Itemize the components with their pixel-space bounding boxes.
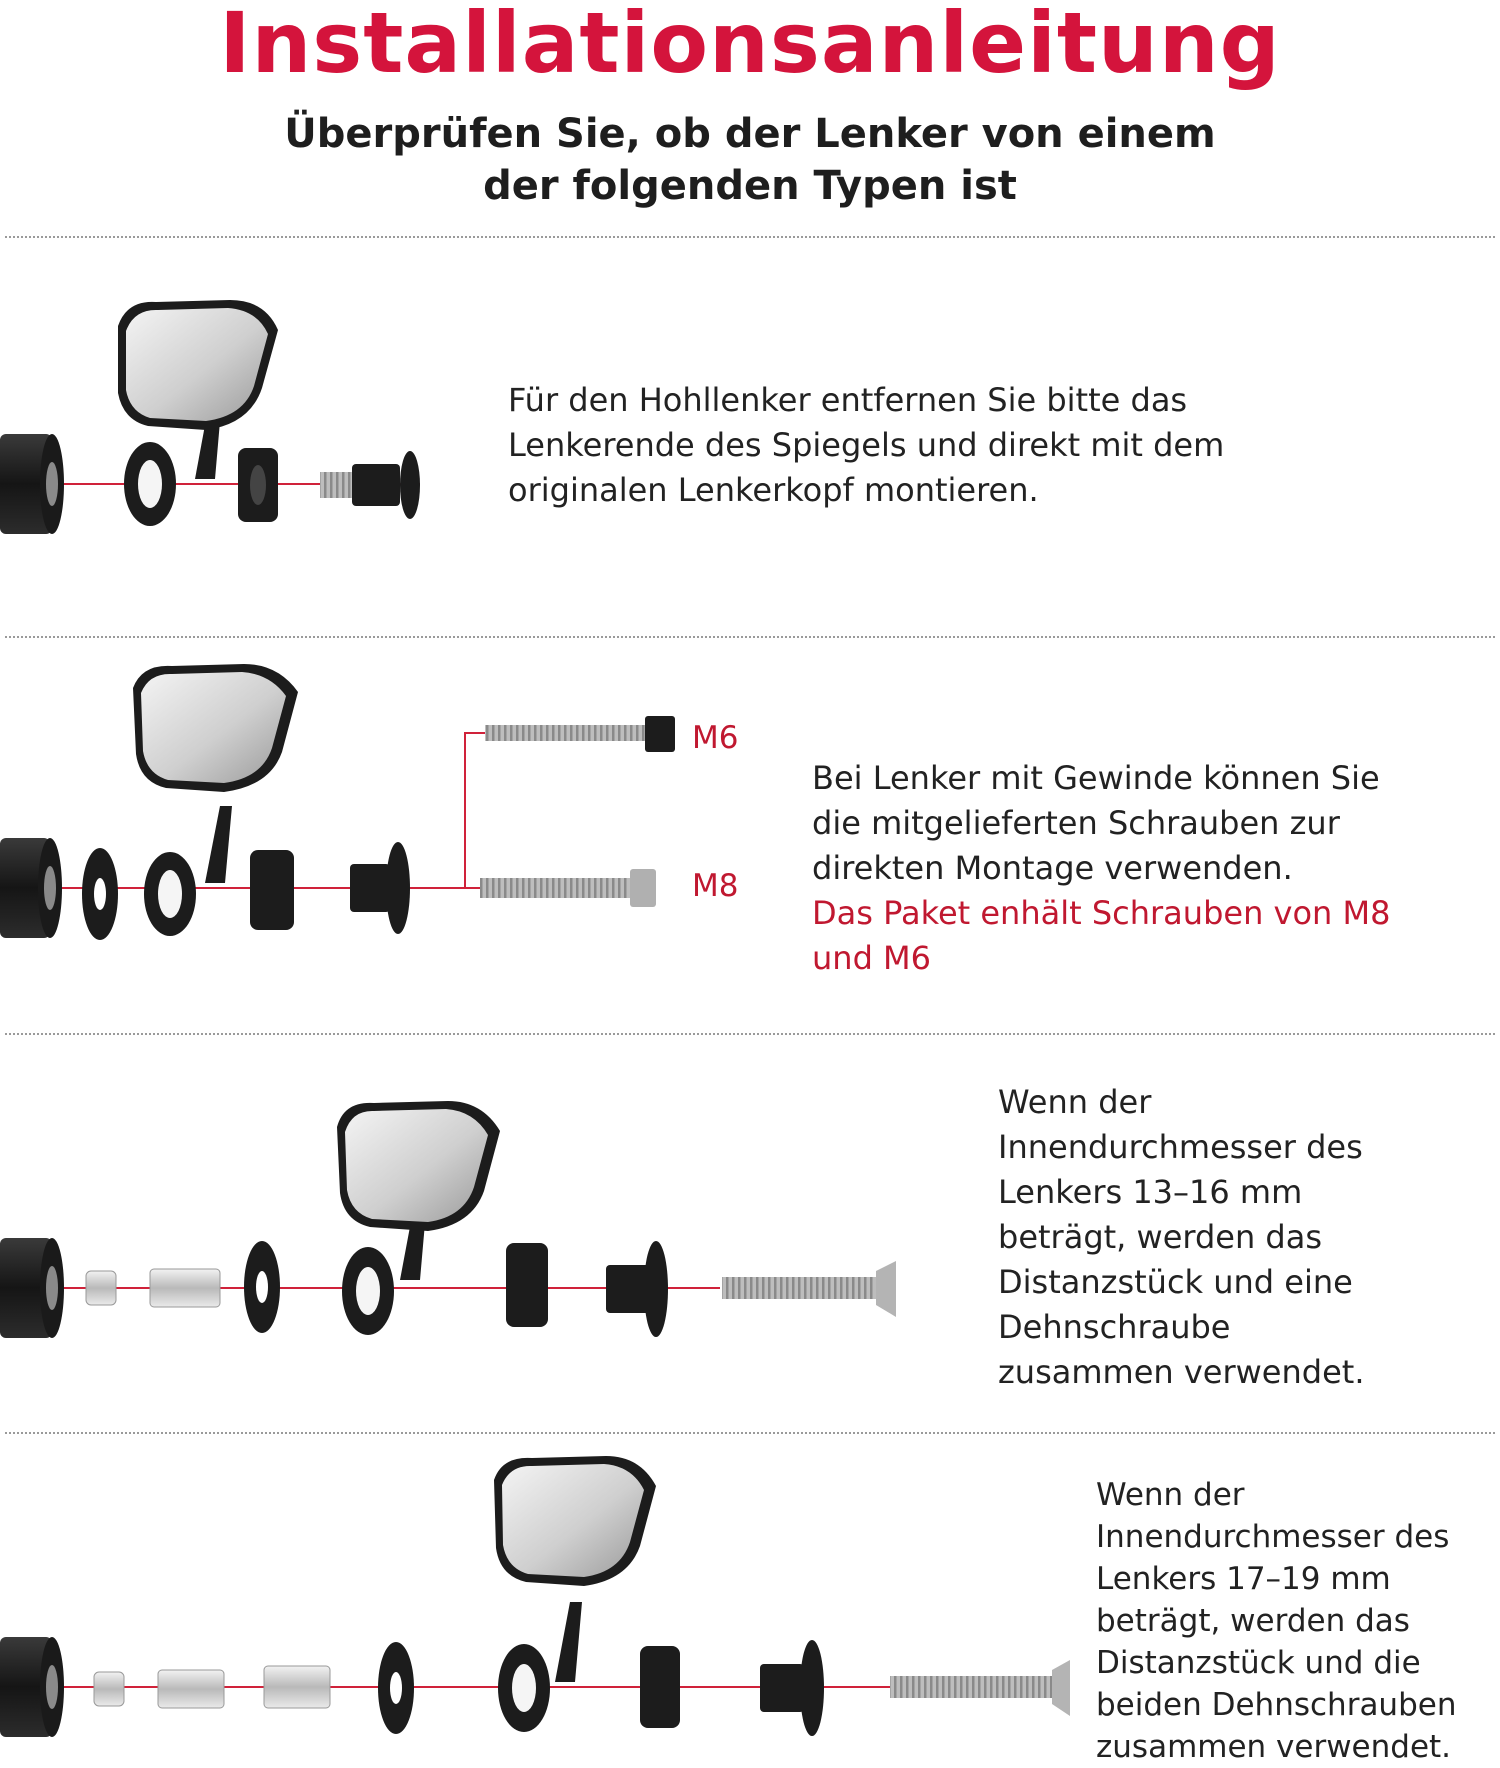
m8-label: M8 <box>692 868 739 904</box>
mirror-icon <box>494 1456 656 1732</box>
bar-end-cap-icon <box>350 842 410 934</box>
text-line: zusammen verwendet. <box>1096 1729 1452 1765</box>
text-line: Innendurchmesser des <box>1096 1519 1450 1555</box>
text-line: zusammen verwendet. <box>998 1353 1365 1391</box>
text-line: Distanzstück und eine <box>998 1263 1353 1301</box>
expansion-screw-icon <box>890 1660 1070 1716</box>
page-subtitle <box>200 108 1300 212</box>
text-line: Distanzstück und die <box>1096 1645 1421 1681</box>
step-description <box>812 756 1390 981</box>
spacer-sleeve-icon <box>264 1666 330 1708</box>
hollow-bar-assembly-diagram <box>0 238 440 558</box>
text-line: originalen Lenkerkopf montieren. <box>508 471 1039 509</box>
step-threaded-bar <box>0 638 1500 1033</box>
subtitle-line: der folgenden Typen ist <box>483 163 1017 209</box>
step-hollow-bar <box>0 238 1500 636</box>
spacer-sleeve-icon <box>150 1269 220 1307</box>
package-note-line: und M6 <box>812 939 932 977</box>
step-description <box>998 1080 1364 1395</box>
handlebar-grip-icon <box>0 434 64 534</box>
spacer-ring-icon <box>640 1646 680 1728</box>
bar-end-cap-icon <box>606 1241 668 1337</box>
expansion-nut-icon <box>86 1271 116 1305</box>
washer-icon <box>82 848 118 940</box>
handlebar-grip-icon <box>0 1637 64 1737</box>
m6-screw-icon <box>485 716 675 752</box>
handlebar-grip-icon <box>0 1238 64 1338</box>
spacer-ring-icon <box>506 1243 548 1327</box>
spacer-sleeve-icon <box>158 1670 224 1708</box>
expansion-nut-icon <box>94 1672 124 1706</box>
text-line: Innendurchmesser des <box>998 1128 1363 1166</box>
m6-label: M6 <box>692 720 739 756</box>
text-line: beträgt, werden das <box>998 1218 1323 1256</box>
inner-17-19-assembly-diagram <box>0 1434 1080 1761</box>
page-title: Installationsanleitung <box>219 0 1281 92</box>
text-line: Für den Hohllenker entfernen Sie bitte das <box>508 381 1188 419</box>
handlebar-grip-icon <box>0 838 62 938</box>
bar-end-cap-icon <box>760 1640 824 1736</box>
mirror-icon <box>337 1101 500 1335</box>
text-line: Wenn der <box>998 1083 1152 1121</box>
washer-icon <box>378 1642 414 1734</box>
bar-end-plug-icon <box>320 451 420 519</box>
inner-13-16-assembly-diagram <box>0 1035 920 1395</box>
text-line: beiden Dehnschrauben <box>1096 1687 1457 1723</box>
text-line: Lenkers 17–19 mm <box>1096 1561 1391 1597</box>
subtitle-line: Überprüfen Sie, ob der Lenker von einem <box>284 111 1216 157</box>
text-line: direkten Montage verwenden. <box>812 849 1293 887</box>
spacer-ring-icon <box>250 850 294 930</box>
text-line: Dehnschraube <box>998 1308 1231 1346</box>
text-line: Wenn der <box>1096 1477 1245 1513</box>
text-line: beträgt, werden das <box>1096 1603 1410 1639</box>
washer-icon <box>244 1241 280 1333</box>
text-line: Bei Lenker mit Gewinde können Sie <box>812 759 1380 797</box>
expansion-screw-icon <box>722 1261 896 1317</box>
m8-screw-icon <box>480 869 656 907</box>
step-description <box>508 378 1224 513</box>
step-description <box>1096 1474 1456 1768</box>
screw-option-bracket <box>465 733 485 888</box>
spacer-ring-icon <box>238 448 278 522</box>
package-note-line: Das Paket enhält Schrauben von M8 <box>812 894 1391 932</box>
text-line: die mitgelieferten Schrauben zur <box>812 804 1340 842</box>
step-inner-diameter-13-16 <box>0 1035 1500 1432</box>
text-line: Lenkers 13–16 mm <box>998 1173 1303 1211</box>
step-inner-diameter-17-19 <box>0 1434 1500 1765</box>
text-line: Lenkerende des Spiegels und direkt mit dem <box>508 426 1225 464</box>
threaded-bar-assembly-diagram <box>0 638 780 968</box>
